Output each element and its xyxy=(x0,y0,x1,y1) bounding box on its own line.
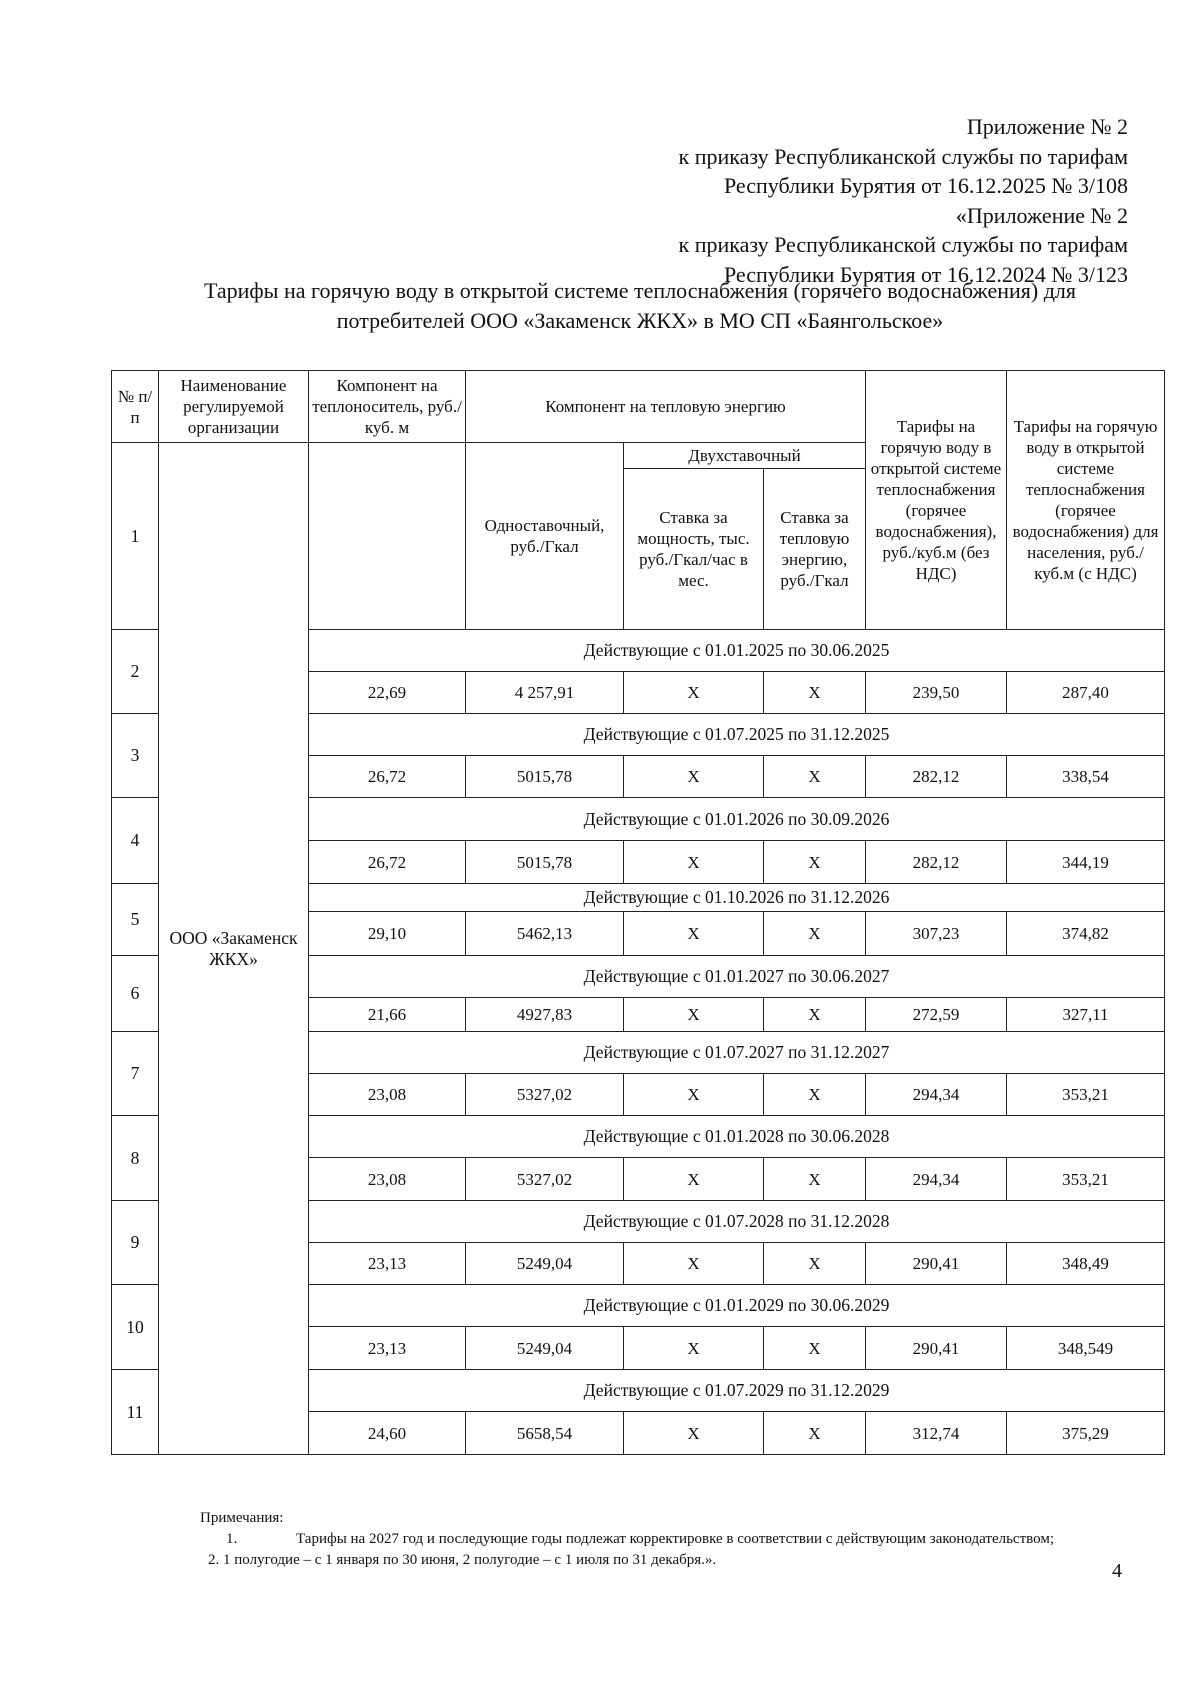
capacity-value: X xyxy=(624,1158,764,1201)
header-row-number: 1 xyxy=(112,443,159,630)
header-tariff-no-vat: Тарифы на горячую воду в открытой системе теплоснабжения (горячее водоснабжения), руб./куб.м (без НДС) xyxy=(866,371,1007,630)
carrier-value: 22,69 xyxy=(309,672,466,714)
single-rate-value: 5658,54 xyxy=(466,1412,624,1455)
tariff-no-vat-value: 294,34 xyxy=(866,1074,1007,1116)
header-organization: Наименование регулируемой организации xyxy=(159,371,309,443)
notes-section xyxy=(160,1508,1140,1571)
single-rate-value: 5327,02 xyxy=(466,1074,624,1116)
header-single-rate: Одноставочный, руб./Гкал xyxy=(466,443,624,630)
row-number: 4 xyxy=(112,798,159,884)
header-energy-rate: Ставка за тепловую энергию, руб./Гкал xyxy=(764,469,866,630)
carrier-value: 23,13 xyxy=(309,1327,466,1370)
row-number: 5 xyxy=(112,884,159,956)
tariff-vat-value: 375,29 xyxy=(1007,1412,1165,1455)
single-rate-value: 5249,04 xyxy=(466,1243,624,1285)
single-rate-value: 5015,78 xyxy=(466,756,624,798)
document-title xyxy=(140,276,1140,336)
energy-rate-value: X xyxy=(764,1074,866,1116)
carrier-value: 21,66 xyxy=(309,998,466,1032)
capacity-value: X xyxy=(624,1074,764,1116)
capacity-value: X xyxy=(624,756,764,798)
row-number: 3 xyxy=(112,714,159,798)
capacity-value: X xyxy=(624,1243,764,1285)
period-label: Действующие с 01.07.2025 по 31.12.2025 xyxy=(309,714,1165,756)
single-rate-value: 4927,83 xyxy=(466,998,624,1032)
period-label: Действующие с 01.01.2026 по 30.09.2026 xyxy=(309,798,1165,841)
energy-rate-value: X xyxy=(764,756,866,798)
carrier-value: 23,08 xyxy=(309,1074,466,1116)
carrier-value: 24,60 xyxy=(309,1412,466,1455)
period-label: Действующие с 01.07.2028 по 31.12.2028 xyxy=(309,1201,1165,1243)
tariff-vat-value: 287,40 xyxy=(1007,672,1165,714)
tariff-vat-value: 348,49 xyxy=(1007,1243,1165,1285)
energy-rate-value: X xyxy=(764,672,866,714)
capacity-value: X xyxy=(624,1327,764,1370)
row-number: 8 xyxy=(112,1116,159,1201)
period-label: Действующие с 01.10.2026 по 31.12.2026 xyxy=(309,884,1165,912)
tariff-vat-value: 348,549 xyxy=(1007,1327,1165,1370)
appendix-header xyxy=(228,112,1128,289)
tariff-no-vat-value: 290,41 xyxy=(866,1243,1007,1285)
tariff-no-vat-value: 290,41 xyxy=(866,1327,1007,1370)
header-carrier-component: Компонент на теплоноситель, руб./куб. м xyxy=(309,371,466,443)
tariff-vat-value: 338,54 xyxy=(1007,756,1165,798)
header-energy-component: Компонент на тепловую энергию xyxy=(466,371,866,443)
tariff-table xyxy=(111,370,1165,1455)
tariff-no-vat-value: 312,74 xyxy=(866,1412,1007,1455)
header-line: Республики Бурятия от 16.12.2024 № 3/123 xyxy=(723,261,1128,287)
title-line-1: Тарифы на горячую воду в открытой системе теплоснабжения (горячего водоснабжения) для xyxy=(204,278,1076,303)
energy-rate-value: X xyxy=(764,1158,866,1201)
capacity-value: X xyxy=(624,672,764,714)
organization-name: ООО «Закаменск ЖКХ» xyxy=(159,443,309,1455)
tariff-no-vat-value: 272,59 xyxy=(866,998,1007,1032)
energy-rate-value: X xyxy=(764,1327,866,1370)
tariff-vat-value: 327,11 xyxy=(1007,998,1165,1032)
capacity-value: X xyxy=(624,998,764,1032)
carrier-value: 23,13 xyxy=(309,1243,466,1285)
period-label: Действующие с 01.01.2027 по 30.06.2027 xyxy=(309,956,1165,998)
single-rate-value: 5327,02 xyxy=(466,1158,624,1201)
period-label: Действующие с 01.01.2025 по 30.06.2025 xyxy=(309,630,1165,672)
tariff-no-vat-value: 282,12 xyxy=(866,756,1007,798)
row-number: 6 xyxy=(112,956,159,1032)
carrier-value: 26,72 xyxy=(309,841,466,884)
header-capacity-rate: Ставка за мощность, тыс. руб./Гкал/час в мес. xyxy=(624,469,764,630)
period-label: Действующие с 01.01.2029 по 30.06.2029 xyxy=(309,1285,1165,1327)
carrier-value: 29,10 xyxy=(309,912,466,956)
carrier-value: 23,08 xyxy=(309,1158,466,1201)
tariff-vat-value: 344,19 xyxy=(1007,841,1165,884)
tariff-vat-value: 353,21 xyxy=(1007,1074,1165,1116)
note-item-2: 2. 1 полугодие – с 1 января по 30 июня, 2 полугодие – с 1 июля по 31 декабря.». xyxy=(208,1552,717,1568)
capacity-value: X xyxy=(624,841,764,884)
capacity-value: X xyxy=(624,912,764,956)
row-number: 9 xyxy=(112,1201,159,1285)
tariff-no-vat-value: 282,12 xyxy=(866,841,1007,884)
tariff-vat-value: 353,21 xyxy=(1007,1158,1165,1201)
header-num: № п/п xyxy=(112,371,159,443)
energy-rate-value: X xyxy=(764,1412,866,1455)
header-line: «Приложение № 2 xyxy=(955,202,1128,228)
capacity-value: X xyxy=(624,1412,764,1455)
energy-rate-value: X xyxy=(764,912,866,956)
period-label: Действующие с 01.07.2029 по 31.12.2029 xyxy=(309,1370,1165,1412)
page-number: 4 xyxy=(1112,1560,1122,1582)
single-rate-value: 5249,04 xyxy=(466,1327,624,1370)
note-item-1-text: Тарифы на 2027 год и последующие годы подлежат корректировке в соответствии с действующим законодательством; xyxy=(296,1531,1054,1547)
energy-rate-value: X xyxy=(764,841,866,884)
header-tariff-vat: Тарифы на горячую воду в открытой системе теплоснабжения (горячее водоснабжения) для населения, руб./куб.м (с НДС) xyxy=(1007,371,1165,630)
header-line: к приказу Республиканской службы по тарифам xyxy=(678,232,1128,257)
tariff-no-vat-value: 294,34 xyxy=(866,1158,1007,1201)
header-line: Республики Бурятия от 16.12.2025 № 3/108 xyxy=(723,173,1128,198)
carrier-value: 26,72 xyxy=(309,756,466,798)
row-number: 2 xyxy=(112,630,159,714)
row-number: 7 xyxy=(112,1032,159,1116)
header-line: к приказу Республиканской службы по тарифам xyxy=(678,143,1128,169)
energy-rate-value: X xyxy=(764,998,866,1032)
notes-title: Примечания: xyxy=(200,1510,284,1526)
header-row-top xyxy=(112,371,1165,443)
single-rate-value: 5462,13 xyxy=(466,912,624,956)
row-number: 11 xyxy=(112,1370,159,1455)
header-two-part: Двухставочный xyxy=(624,443,866,469)
note-item-1 xyxy=(160,1529,1140,1550)
period-label: Действующие с 01.01.2028 по 30.06.2028 xyxy=(309,1116,1165,1158)
row-number: 10 xyxy=(112,1285,159,1370)
header-line: Приложение № 2 xyxy=(966,114,1128,139)
tariff-vat-value: 374,82 xyxy=(1007,912,1165,956)
note-item-1-number: 1. xyxy=(226,1531,238,1547)
period-label: Действующие с 01.07.2027 по 31.12.2027 xyxy=(309,1032,1165,1074)
header-carrier-empty xyxy=(309,443,466,630)
tariff-no-vat-value: 239,50 xyxy=(866,672,1007,714)
energy-rate-value: X xyxy=(764,1243,866,1285)
tariff-no-vat-value: 307,23 xyxy=(866,912,1007,956)
single-rate-value: 4 257,91 xyxy=(466,672,624,714)
title-line-2: потребителей ООО «Закаменск ЖКХ» в МО СП «Баянгольское» xyxy=(336,308,944,333)
single-rate-value: 5015,78 xyxy=(466,841,624,884)
